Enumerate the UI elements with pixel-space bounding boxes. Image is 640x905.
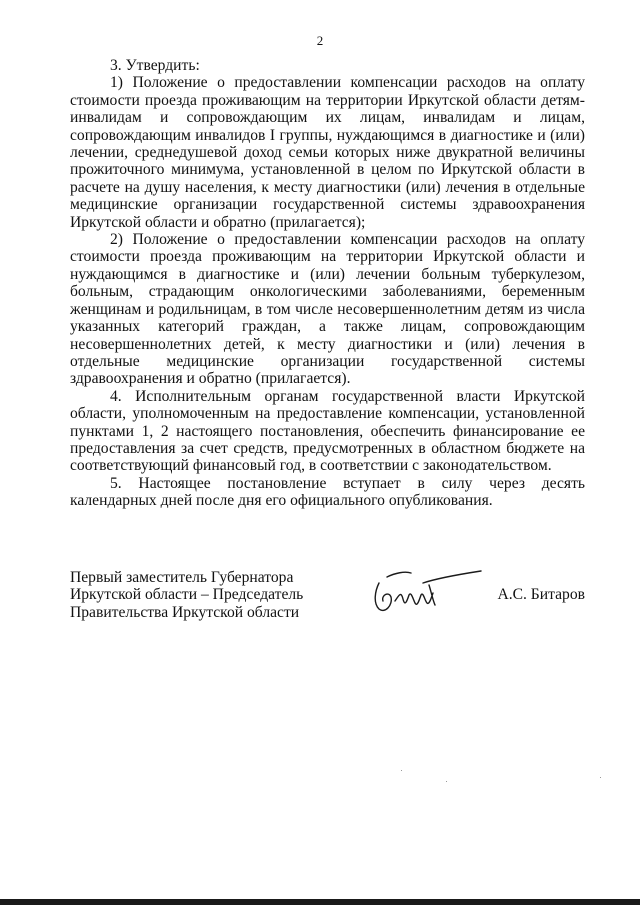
scan-speck: [446, 781, 447, 782]
signatory-title-line: Иркутской области – Председатель: [70, 586, 304, 604]
signatory-name: А.С. Битаров: [497, 586, 585, 603]
signatory-title-line: Правительства Иркутской области: [70, 603, 300, 621]
signature-block: [70, 569, 585, 629]
scan-speck: [401, 770, 402, 771]
paragraph-3-2-regulation-patients: 2) Положение о предоставлении компенсации расходов на оплату стоимости проезда проживающим на территории Иркутской области и нуждающимся в диагностике и (или) лечении больным туберкулезом, больным, страдающим онкологическими заболеваниями, беременным женщинам и родильницам, в том числе несовершеннолетним детям из числа указанных категорий граждан, а также лицам, сопровождающим несовершеннолетних детей, к месту диагностики и (или) лечения в отдельные медицинские организации государственной системы здравоохранения и обратно (прилагается).: [70, 231, 585, 388]
document-body: [70, 57, 585, 510]
paragraph-5-effective-date: 5. Настоящее постановление вступает в силу через десять календарных дней после дня его официального опубликования.: [70, 474, 585, 510]
handwritten-signature: [365, 561, 485, 621]
paragraph-3-approve: 3. Утвердить:: [110, 57, 200, 74]
paragraph-4-financing: 4. Исполнительным органам государственной власти Иркутской области, уполномоченным на предоставление компенсации, установленной пунктами 1, 2 настоящего постановления, обеспечить финансирование ее предоставления за счет средств, предусмотренных в областном бюджете на соответствующий финансовый год, в соответствии с законодательством.: [70, 387, 585, 475]
scan-border: [0, 899, 640, 905]
page-number: 2: [316, 33, 324, 48]
scan-speck: [600, 777, 601, 778]
signatory-title: [70, 569, 303, 621]
paragraph-3-1-regulation-disabled: 1) Положение о предоставлении компенсации расходов на оплату стоимости проезда проживающим на территории Иркутской области детям-инвалидам и сопровождающим их лицам, инвалидам и лицам, сопровождающим инвалидов I группы, нуждающимся в диагностике и (или) лечении, среднедушевой доход семьи которых ниже двукратной величины прожиточного минимума, установленной в целом по Иркутской области в расчете на душу населения, к месту диагностики (или) лечения в отдельные медицинские организации государственной системы здравоохранения Иркутской области и обратно (прилагается);: [70, 74, 585, 231]
signatory-title-line: Первый заместитель Губернатора: [70, 569, 294, 586]
